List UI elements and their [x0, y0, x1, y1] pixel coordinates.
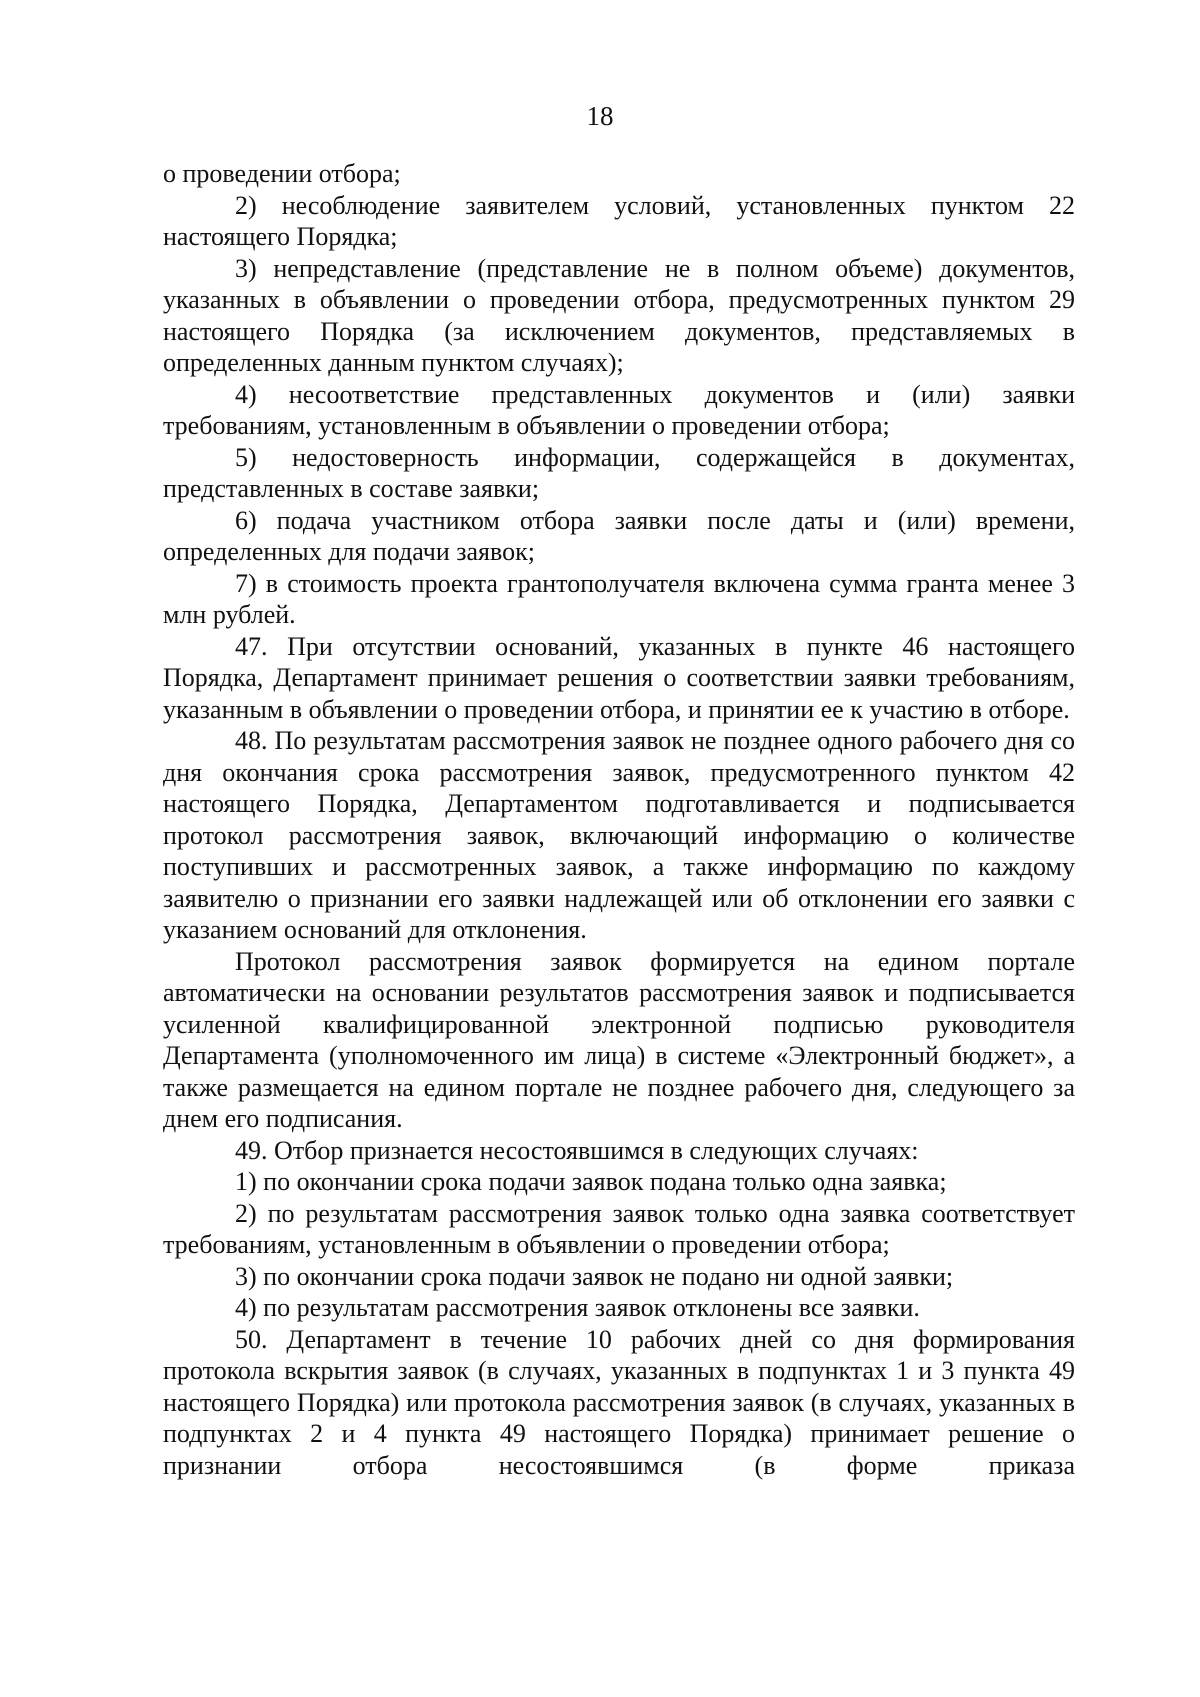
- paragraph: о проведении отбора;: [163, 159, 401, 188]
- paragraph: 5) недостоверность информации, содержащейся в документах, представленных в составе заявки;: [163, 442, 1075, 503]
- paragraph: 4) по результатам рассмотрения заявок отклонены все заявки.: [235, 1293, 920, 1322]
- paragraph: 4) несоответствие представленных документов и (или) заявки требованиям, установленным в объявлении о проведении отбора;: [163, 379, 1075, 440]
- document-body: [163, 158, 1075, 1481]
- paragraph: 6) подача участником отбора заявки после даты и (или) времени, определенных для подачи заявок;: [163, 505, 1075, 566]
- paragraph: 1) по окончании срока подачи заявок подана только одна заявка;: [235, 1167, 947, 1196]
- paragraph: 3) непредставление (представление не в полном объеме) документов, указанных в объявлении о проведении отбора, предусмотренных пунктом 29 настоящего Порядка (за исключением документов, представляемых в определенных данным пунктом случаях);: [163, 253, 1075, 377]
- page-number: 18: [586, 101, 614, 131]
- paragraph: 7) в стоимость проекта грантополучателя включена сумма гранта менее 3 млн рублей.: [163, 568, 1075, 629]
- paragraph: 3) по окончании срока подачи заявок не подано ни одной заявки;: [235, 1261, 954, 1291]
- paragraph: Протокол рассмотрения заявок формируется на едином портале автоматически на основании результатов рассмотрения заявок и подписывается усиленной квалифицированной электронной подписью руководителя Департамента (уполномоченного им лица) в системе «Электронный бюджет», а также размещается на едином портале не позднее рабочего дня, следующего за днем его подписания.: [163, 946, 1075, 1133]
- paragraph: 2) несоблюдение заявителем условий, установленных пунктом 22 настоящего Порядка;: [163, 190, 1075, 251]
- paragraph: 50. Департамент в течение 10 рабочих дней со дня формирования протокола вскрытия заявок (в случаях, указанных в подпунктах 1 и 3 пункта 49 настоящего Порядка) или протокола рассмотрения заявок (в случаях, указанных в подпунктах 2 и 4 пункта 49 настоящего Порядка) принимает решение о признании отбора несостоявшимся (в форме приказа: [163, 1324, 1075, 1480]
- paragraph: 47. При отсутствии оснований, указанных в пункте 46 настоящего Порядка, Департамент принимает решения о соответствии заявки требованиям, указанным в объявлении о проведении отбора, и принятии ее к участию в отборе.: [163, 631, 1075, 724]
- paragraph: 49. Отбор признается несостоявшимся в следующих случаях:: [235, 1135, 919, 1165]
- paragraph: 48. По результатам рассмотрения заявок не позднее одного рабочего дня со дня окончания срока рассмотрения заявок, предусмотренного пунктом 42 настоящего Порядка, Департаментом подготавливается и подписывается протокол рассмотрения заявок, включающий информацию о количестве поступивших и рассмотренных заявок, а также информацию по каждому заявителю о признании его заявки надлежащей или об отклонении его заявки с указанием оснований для отклонения.: [163, 726, 1075, 944]
- paragraph: 2) по результатам рассмотрения заявок только одна заявка соответствует требованиям, установленным в объявлении о проведении отбора;: [163, 1198, 1075, 1259]
